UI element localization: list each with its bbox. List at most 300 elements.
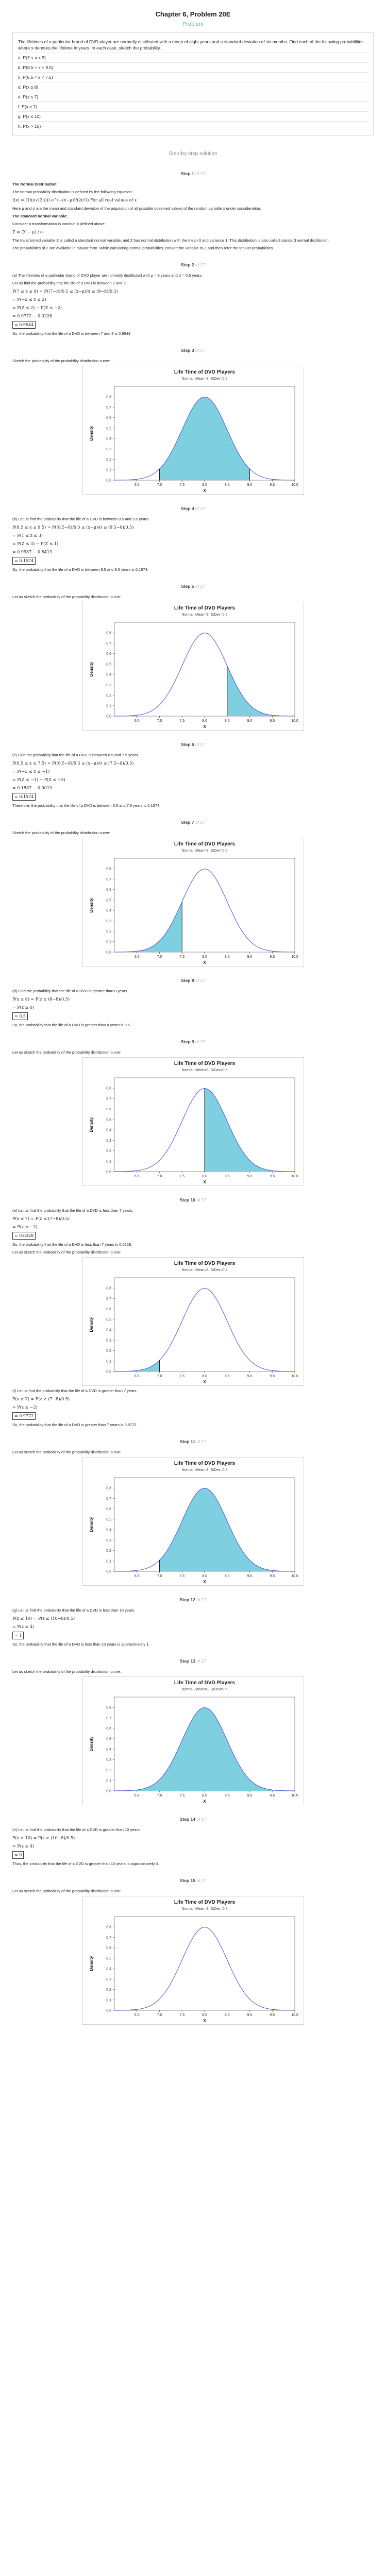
chart-container [12, 1896, 374, 2025]
math-line: = P(−3 ≤ z ≤ −1) [12, 769, 50, 774]
x-tick-label: 9.0 [247, 1574, 252, 1578]
math-line: P(8.5 ≤ x ≤ 9.5) = P((8.5−8)/0.5 ≤ (x−μ)/σ ≤ (9.5−8)/0.5) [12, 525, 134, 530]
y-tick-label: 0.3 [106, 1758, 111, 1762]
x-tick-label: 7.5 [179, 483, 184, 487]
text-line: The probabilities of Z are available in tabular form. While calculating normal probabilities, convert the variable to Z and then refer the tabular probabilities. [12, 246, 274, 250]
chart-subtitle: Normal, Mean=8, StDev=0.5 [181, 377, 227, 381]
math-line: = P(1 ≤ z ≤ 3) [12, 533, 43, 538]
y-tick-label: 0.3 [106, 1538, 111, 1543]
boxed-answer [12, 321, 374, 329]
chart-subtitle: Normal, Mean=8, StDev=0.5 [181, 1688, 227, 1691]
problem-part: c. P(6.5 < x < 7.5) [18, 73, 368, 82]
step-heading [12, 1817, 374, 1822]
y-tick-label: 0.4 [106, 673, 111, 677]
step-label: Step 14 [179, 1817, 195, 1822]
chart-subtitle: Normal, Mean=8, StDev=0.5 [181, 613, 227, 617]
chart-title: Life Time of DVD Players [174, 1680, 235, 1686]
x-tick-label: 8.5 [224, 1574, 230, 1578]
x-tick-label: 8.0 [202, 483, 207, 487]
step-heading [12, 506, 374, 511]
chart-subtitle: Normal, Mean=8, StDev=0.5 [181, 1268, 227, 1272]
step-count: of 17 [195, 1197, 207, 1202]
plot-area [114, 622, 295, 716]
plot-area [114, 1278, 295, 1371]
step-label: Step 3 [181, 348, 194, 353]
y-tick-label: 0.1 [106, 1560, 111, 1564]
step-heading [12, 1878, 374, 1883]
y-tick-label: 0.2 [106, 1549, 111, 1553]
text-line: The normal probability distribution is defined by the following equation: [12, 190, 133, 194]
math-line: P(7 ≤ x ≤ 9) = P((7−8)/0.5 ≤ (x−μ)/σ ≤ (9−8)/0.5) [12, 289, 118, 294]
y-tick-label: 0.1 [106, 468, 111, 472]
y-tick-label: 0.5 [106, 1518, 111, 1522]
text-line: So, the probability that the life of a DVD is less than 7 years is 0.0228. [12, 1242, 132, 1247]
x-axis-label: X [203, 724, 206, 729]
chart-container [12, 1257, 374, 1386]
y-tick-label: 0.7 [106, 1497, 111, 1501]
text-line: Therefore, the probability that the life of a DVD is between 6.5 and 7.5 years is 0.1574. [12, 803, 161, 808]
text-line: So, the probability that the life of a DVD is greater than 8 years is 0.5. [12, 1023, 131, 1027]
step-label: Step 4 [181, 506, 194, 511]
text-line: So, the probability that the life of a DVD is between 7 and 9 is 0.9544. [12, 331, 131, 336]
x-tick-label: 7.5 [179, 719, 184, 723]
x-tick-label: 9.5 [269, 1175, 275, 1178]
math-line: = P(z ≥ 0) [12, 1005, 34, 1010]
x-tick-label: 10.0 [291, 719, 298, 723]
text-line: Let us sketch the probability of the probability distribution curve: [12, 1250, 121, 1255]
step-heading [12, 742, 374, 747]
step-count: of 17 [195, 1817, 207, 1822]
step-heading [12, 1197, 374, 1202]
y-tick-label: 0.2 [106, 458, 111, 462]
x-tick-label: 6.5 [134, 1574, 140, 1578]
step-heading [12, 820, 374, 825]
text-line: (f) Let us find the probability that the life of a DVD is greater than 7 years. [12, 1388, 138, 1393]
text-line: So, the probability that the life of a DVD is greater than 7 years is 0.9772. [12, 1422, 138, 1427]
plot-area [114, 1917, 295, 2010]
text-line: Let us sketch the probability of the probability distribution curve: [12, 1050, 121, 1055]
x-tick-label: 9.0 [247, 719, 252, 723]
math-line: = P(Z ≤ 2) − P(Z ≤ −2) [12, 306, 62, 310]
y-tick-label: 0.2 [106, 1149, 111, 1154]
y-tick-label: 0.8 [106, 1925, 111, 1929]
chart-title: Life Time of DVD Players [174, 1261, 235, 1266]
problem-part: h. P(x > 10) [18, 124, 41, 129]
step-count: of 17 [194, 584, 205, 589]
solution-step [12, 742, 374, 808]
math-line: = P(z ≥ 4) [12, 1844, 34, 1849]
y-tick-label: 0.8 [106, 1486, 111, 1490]
normal-distribution-chart [82, 602, 304, 731]
problem-part: e. P(x ≤ 7) [18, 92, 368, 102]
y-tick-label: 0.5 [106, 427, 111, 431]
y-axis-label: Density [89, 897, 94, 913]
x-tick-label: 9.5 [269, 1574, 275, 1578]
y-tick-label: 0.5 [106, 1118, 111, 1122]
y-tick-label: 0.3 [106, 1139, 111, 1143]
y-tick-label: 0.4 [106, 1528, 111, 1532]
normal-distribution-chart [82, 1676, 304, 1805]
y-tick-label: 0.6 [106, 1308, 111, 1312]
chart-title: Life Time of DVD Players [174, 1900, 235, 1905]
math-line: = P(z ≤ 4) [12, 1624, 34, 1629]
text-line: Here μ and σ are the mean and standard deviation of the population of all possible observed values of the random variable x under consideration. [12, 206, 261, 211]
problem-label: Problem [182, 21, 204, 27]
normal-distribution-chart [82, 838, 304, 967]
x-axis-label: X [203, 960, 206, 965]
step-label: Step 10 [179, 1197, 195, 1202]
step-label: Step 1 [181, 171, 194, 176]
x-tick-label: 9.0 [247, 1375, 252, 1378]
step-heading [12, 1597, 374, 1602]
chart-title: Life Time of DVD Players [174, 605, 235, 611]
solution-step [12, 1817, 374, 1867]
boxed-answer [12, 793, 374, 801]
y-tick-label: 0.1 [106, 1779, 111, 1783]
step-count: of 17 [194, 171, 205, 176]
problem-statement-box [12, 32, 374, 135]
math-line: P(6.5 ≤ x ≤ 7.5) = P((6.5−8)/0.5 ≤ (x−μ)/σ ≤ (7.5−8)/0.5) [12, 761, 134, 766]
text-line: The standard normal variable: [12, 214, 68, 218]
math-line: = 0.9772 − 0.0228 [12, 314, 53, 318]
x-tick-label: 7.0 [157, 2013, 162, 2017]
y-tick-label: 0.0 [106, 1170, 111, 1174]
solution-step [12, 584, 374, 731]
problem-parts [18, 53, 368, 131]
text-line: Let us sketch the probability of the probability distribution curve: [12, 595, 121, 599]
x-tick-label: 8.0 [202, 1794, 207, 1798]
y-tick-label: 0.8 [106, 1286, 111, 1291]
x-tick-label: 9.5 [269, 483, 275, 487]
y-tick-label: 0.7 [106, 877, 111, 882]
y-tick-label: 0.5 [106, 1737, 111, 1741]
text-line: Let us sketch the probability of the probability distribution curve: [12, 1889, 121, 1893]
x-tick-label: 8.0 [202, 719, 207, 723]
step-heading [12, 1439, 374, 1444]
math-line: P(x ≤ 10) = P(z ≤ (10−8)/0.5) [12, 1616, 75, 1621]
step-count: of 17 [194, 1039, 205, 1044]
answer-value: = 0.9544 [12, 321, 36, 329]
y-tick-label: 0.1 [106, 940, 111, 944]
step-label: Step 12 [179, 1597, 195, 1602]
math-line: = P(z ≥ −2) [12, 1405, 38, 1410]
x-tick-label: 7.5 [179, 1794, 184, 1798]
x-tick-label: 8.0 [202, 1175, 207, 1178]
y-tick-label: 0.0 [106, 715, 111, 719]
y-tick-label: 0.1 [106, 704, 111, 708]
step-count: of 17 [194, 506, 205, 511]
x-tick-label: 6.5 [134, 955, 140, 959]
y-tick-label: 0.0 [106, 479, 111, 483]
text-line: Sketch the probability of the probability distribution curve: [12, 831, 110, 835]
y-tick-label: 0.4 [106, 1128, 111, 1132]
math-line: P(x ≥ 10) = P(z ≥ (10−8)/0.5) [12, 1836, 75, 1840]
steps-container [12, 171, 374, 2025]
math-line: = 0.9987 − 0.8413 [12, 550, 53, 554]
x-tick-label: 7.0 [157, 1375, 162, 1378]
chart-container [12, 366, 374, 495]
x-tick-label: 7.5 [179, 955, 184, 959]
x-tick-label: 7.0 [157, 1794, 162, 1798]
y-tick-label: 0.8 [106, 631, 111, 635]
solution-step [12, 171, 374, 251]
x-axis-label: X [203, 1180, 206, 1184]
x-tick-label: 10.0 [291, 2013, 298, 2017]
y-tick-label: 0.1 [106, 1998, 111, 2003]
solution-step [12, 1039, 374, 1186]
math-line: = P(Z ≤ −1) − P(Z ≤ −3) [12, 777, 65, 782]
x-tick-label: 8.5 [224, 1375, 230, 1378]
step-count: of 17 [194, 742, 205, 747]
solution-step [12, 506, 374, 572]
x-tick-label: 10.0 [291, 1574, 298, 1578]
x-axis-label: X [203, 1380, 206, 1384]
normal-distribution-chart [82, 1257, 304, 1386]
step-heading [12, 262, 374, 267]
x-tick-label: 6.5 [134, 1794, 140, 1798]
text-line: The transformed variable Z is called a standard normal variable, and Z has normal distribution with the mean 0 and variance 1. This distribution is also called standard normal distribution. [12, 238, 330, 243]
y-tick-label: 0.7 [106, 641, 111, 646]
x-tick-label: 6.5 [134, 1375, 140, 1378]
solution-step [12, 262, 374, 336]
x-tick-label: 9.0 [247, 1175, 252, 1178]
y-axis-label: Density [89, 662, 94, 677]
y-tick-label: 0.3 [106, 919, 111, 923]
math-line: Z = (X − μ) / σ [12, 230, 43, 234]
x-tick-label: 7.5 [179, 1375, 184, 1378]
x-axis-label: X [203, 2019, 206, 2023]
chart-subtitle: Normal, Mean=8, StDev=0.5 [181, 849, 227, 853]
y-tick-label: 0.3 [106, 1338, 111, 1343]
x-tick-label: 7.5 [179, 1574, 184, 1578]
y-tick-label: 0.0 [106, 1570, 111, 1574]
plot-area [114, 858, 295, 952]
step-heading [12, 171, 374, 176]
y-tick-label: 0.0 [106, 1370, 111, 1374]
step-count: of 17 [195, 1658, 207, 1664]
math-line: = P(z ≤ −2) [12, 1225, 38, 1229]
step-label: Step 9 [181, 1039, 194, 1044]
x-tick-label: 7.0 [157, 483, 162, 487]
solution-step [12, 978, 374, 1028]
x-tick-label: 8.0 [202, 955, 207, 959]
answer-value: = 0.9772 [12, 1412, 36, 1420]
x-tick-label: 8.5 [224, 483, 230, 487]
answer-value: ≈ 0 [12, 1851, 24, 1859]
x-tick-label: 9.0 [247, 1794, 252, 1798]
chart-title: Life Time of DVD Players [174, 1461, 235, 1466]
y-tick-label: 0.2 [106, 1769, 111, 1773]
x-tick-label: 10.0 [291, 1794, 298, 1798]
x-tick-label: 9.5 [269, 1375, 275, 1378]
math-line: P(x ≥ 8) = P(z ≥ (8−8)/0.5) [12, 997, 70, 1002]
y-tick-label: 0.3 [106, 683, 111, 687]
text-line: Consider a transformation in variable X defined above: [12, 222, 106, 226]
x-tick-label: 6.5 [134, 2013, 140, 2017]
math-line: f(x) = (1/(σ√(2π))) e^(−(x−μ)²/(2σ²)) For all real values of x [12, 198, 137, 202]
y-tick-label: 0.0 [106, 951, 111, 955]
y-tick-label: 0.6 [106, 1108, 111, 1112]
y-tick-label: 0.8 [106, 1087, 111, 1091]
y-tick-label: 0.6 [106, 1727, 111, 1731]
boxed-answer [12, 1851, 374, 1859]
text-line: The Normal Distribution: [12, 182, 58, 187]
step-count: of 17 [194, 978, 205, 983]
chart-subtitle: Normal, Mean=8, StDev=0.5 [181, 1069, 227, 1072]
x-tick-label: 8.5 [224, 955, 230, 959]
x-tick-label: 8.0 [202, 2013, 207, 2017]
answer-value: = 0.1574 [12, 793, 36, 801]
y-tick-label: 0.5 [106, 663, 111, 667]
step-count: of 17 [194, 348, 205, 353]
solution-step [12, 348, 374, 495]
boxed-answer [12, 1012, 374, 1020]
step-count: of 17 [194, 820, 205, 825]
y-tick-label: 0.1 [106, 1160, 111, 1164]
text-line: (h) Let us find the probability that the life of a DVD is greater than 10 years. [12, 1827, 141, 1832]
y-tick-label: 0.3 [106, 1977, 111, 1981]
answer-value: = 0.0228 [12, 1232, 36, 1240]
page [12, 0, 374, 2047]
boxed-answer [12, 1232, 374, 1240]
y-tick-label: 0.7 [106, 1716, 111, 1720]
text-line: Let us sketch the probability of the probability distribution curve: [12, 1669, 121, 1674]
x-axis-label: X [203, 1799, 206, 1804]
step-heading [12, 978, 374, 983]
x-tick-label: 9.5 [269, 719, 275, 723]
solution-step [12, 820, 374, 967]
math-line: = P(−2 ≤ z ≤ 2) [12, 297, 46, 302]
step-count: of 17 [195, 1439, 207, 1444]
text-line: Thus, the probability that the life of a DVD is greater than 10 years is approximately 0. [12, 1861, 159, 1866]
text-line: Sketch the probability of the probability distribution curve: [12, 359, 110, 363]
x-tick-label: 7.0 [157, 719, 162, 723]
y-tick-label: 0.1 [106, 1360, 111, 1364]
normal-distribution-chart [82, 1896, 304, 2025]
x-tick-label: 7.5 [179, 1175, 184, 1178]
y-tick-label: 0.5 [106, 1318, 111, 1322]
answer-value: = 0.5 [12, 1012, 28, 1020]
normal-distribution-chart [82, 366, 304, 495]
x-tick-label: 6.5 [134, 483, 140, 487]
y-tick-label: 0.8 [106, 1706, 111, 1710]
chart-container [12, 1676, 374, 1805]
y-tick-label: 0.7 [106, 405, 111, 410]
y-tick-label: 0.8 [106, 867, 111, 871]
chart-subtitle: Normal, Mean=8, StDev=0.5 [181, 1907, 227, 1911]
y-tick-label: 0.6 [106, 1946, 111, 1951]
y-tick-label: 0.2 [106, 694, 111, 698]
x-tick-label: 10.0 [291, 483, 298, 487]
x-tick-label: 8.5 [224, 1175, 230, 1178]
x-tick-label: 9.0 [247, 2013, 252, 2017]
y-tick-label: 0.2 [106, 1349, 111, 1353]
x-tick-label: 7.0 [157, 1574, 162, 1578]
x-tick-label: 9.5 [269, 2013, 275, 2017]
solution-step [12, 1597, 374, 1647]
text-line: (c) Find the probability that the life of a DVD is between 6.5 and 7.5 years. [12, 753, 139, 757]
chart-container [12, 838, 374, 967]
y-axis-label: Density [89, 426, 94, 441]
solution-step [12, 1439, 374, 1586]
y-tick-label: 0.3 [106, 447, 111, 451]
step-label: Step 13 [179, 1658, 195, 1664]
y-axis-label: Density [89, 1517, 94, 1532]
chart-subtitle: Normal, Mean=8, StDev=0.5 [181, 1468, 227, 1472]
boxed-answer [12, 1632, 374, 1639]
problem-statement: The lifetimes of a particular brand of DVD player are normally distributed with a mean of eight years and a standard deviation of six months. Find each of the following probabilities where x denotes the lifetime in years. In each case, sketch the probability. [18, 37, 368, 53]
x-tick-label: 8.0 [202, 1375, 207, 1378]
text-line: (e) Let us find the probability that the life of a DVD is less than 7 years. [12, 1208, 133, 1213]
problem-part: f. P(x ≥ 7) [18, 102, 368, 112]
x-tick-label: 7.0 [157, 1175, 162, 1178]
chart-container [12, 602, 374, 731]
x-tick-label: 10.0 [291, 1375, 298, 1378]
step-label: Step 5 [181, 584, 194, 589]
chart-title: Life Time of DVD Players [174, 1061, 235, 1066]
text-line: (d) Find the probability that the life of a DVD is greater than 8 years. [12, 989, 128, 993]
problem-part: a. P(7 < x < 9) [18, 53, 368, 63]
problem-part: d. P(x ≥ 8) [18, 82, 368, 92]
solution-step [12, 1878, 374, 2025]
chart-container [12, 1057, 374, 1186]
x-tick-label: 8.5 [224, 1794, 230, 1798]
step-label: Step 6 [181, 742, 194, 747]
step-label: Step 8 [181, 978, 194, 983]
y-axis-label: Density [89, 1317, 94, 1332]
chart-container [12, 1457, 374, 1586]
text-line: So, the probability that the life of a DVD is less than 10 years is approximately 1. [12, 1642, 150, 1647]
solution-step [12, 1197, 374, 1428]
chart-title: Life Time of DVD Players [174, 841, 235, 847]
step-heading [12, 348, 374, 353]
text-line: Let us sketch the probability of the probability distribution curve: [12, 1450, 121, 1454]
solution-step [12, 1658, 374, 1805]
math-line: P(x ≥ 7) = P(z ≥ (7−8)/0.5) [12, 1397, 70, 1401]
step-count: of 17 [195, 1878, 207, 1883]
y-axis-label: Density [89, 1956, 94, 1971]
answer-value: = 0.1574 [12, 557, 36, 565]
text-line: Let us find the probability that the life of a DVD is between 7 and 9. [12, 281, 127, 285]
text-line: (b) Let us find the probability that the life of a DVD is between 8.5 and 9.5 years. [12, 517, 149, 521]
y-tick-label: 0.2 [106, 930, 111, 934]
math-line: P(x ≤ 7) = P(z ≤ (7−8)/0.5) [12, 1216, 70, 1221]
y-tick-label: 0.6 [106, 652, 111, 656]
normal-distribution-chart [82, 1057, 304, 1186]
x-tick-label: 9.5 [269, 955, 275, 959]
normal-distribution-chart [82, 1457, 304, 1586]
math-line: = 0.1587 − 0.0013 [12, 786, 53, 790]
y-tick-label: 0.6 [106, 1507, 111, 1512]
y-tick-label: 0.6 [106, 888, 111, 892]
x-tick-label: 7.0 [157, 955, 162, 959]
y-tick-label: 0.0 [106, 2009, 111, 2013]
text-line: (g) Let us find the probability that the life of a DVD is less than 10 years. [12, 1608, 136, 1613]
step-label: Step 11 [179, 1439, 195, 1444]
step-heading [12, 584, 374, 589]
x-axis-label: X [203, 488, 206, 493]
step-heading [12, 1039, 374, 1044]
y-tick-label: 0.0 [106, 1789, 111, 1793]
y-tick-label: 0.2 [106, 1988, 111, 1992]
text-line: (a) The lifetimes of a particular brand of DVD player are normally distributed with μ = 8 years and σ = 0.5 years. [12, 273, 203, 278]
y-tick-label: 0.7 [106, 1097, 111, 1101]
step-count: of 17 [194, 262, 205, 267]
y-tick-label: 0.5 [106, 899, 111, 903]
step-count: of 17 [195, 1597, 207, 1602]
y-tick-label: 0.7 [106, 1297, 111, 1301]
y-tick-label: 0.4 [106, 1967, 111, 1971]
